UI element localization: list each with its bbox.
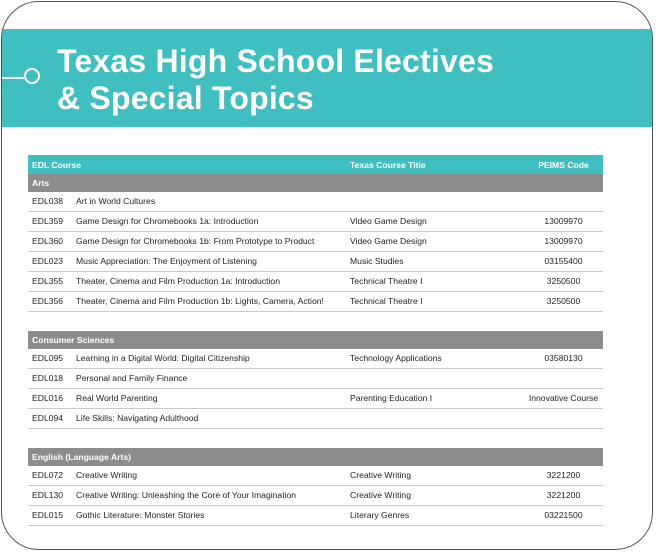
course-name-cell: Learning in a Digital World: Digital Citizenship bbox=[74, 349, 346, 369]
texas-title-cell: Technical Theatre I bbox=[346, 292, 524, 312]
texas-title-cell: Parenting Education I bbox=[346, 389, 524, 409]
courses-table bbox=[28, 155, 603, 526]
section-header-row bbox=[28, 331, 603, 349]
course-name-cell: Life Skills: Navigating Adulthood bbox=[74, 409, 346, 429]
course-name-cell: Art in World Cultures bbox=[74, 192, 346, 212]
course-code-cell: EDL355 bbox=[28, 272, 74, 292]
table-row bbox=[28, 212, 603, 232]
course-name-cell: Theater, Cinema and Film Production 1a: Introduction bbox=[74, 272, 346, 292]
texas-title-cell bbox=[346, 192, 524, 212]
table-row bbox=[28, 272, 603, 292]
section-title: Consumer Sciences bbox=[28, 331, 603, 349]
course-name-cell: Theater, Cinema and Film Production 1b: Lights, Camera, Action! bbox=[74, 292, 346, 312]
peims-code-cell: 03221500 bbox=[524, 506, 603, 526]
header-peims-code: PEIMS Code bbox=[524, 155, 603, 174]
peims-code-cell bbox=[524, 369, 603, 389]
section-header-row bbox=[28, 448, 603, 466]
course-code-cell: EDL023 bbox=[28, 252, 74, 272]
peims-code-cell: 03155400 bbox=[524, 252, 603, 272]
texas-title-cell: Music Studies bbox=[346, 252, 524, 272]
course-code-cell: EDL359 bbox=[28, 212, 74, 232]
table-row bbox=[28, 252, 603, 272]
table-row bbox=[28, 409, 603, 429]
table-body bbox=[28, 174, 603, 526]
course-code-cell: EDL094 bbox=[28, 409, 74, 429]
peims-code-cell bbox=[524, 409, 603, 429]
page-title bbox=[57, 43, 494, 117]
table-row bbox=[28, 486, 603, 506]
table-row bbox=[28, 466, 603, 486]
texas-title-cell bbox=[346, 369, 524, 389]
course-name-cell: Gothic Literature: Monster Stories bbox=[74, 506, 346, 526]
section-title: English (Language Arts) bbox=[28, 448, 603, 466]
course-name-cell: Creative Writing bbox=[74, 466, 346, 486]
course-name-cell: Real World Parenting bbox=[74, 389, 346, 409]
spacer-cell bbox=[28, 429, 603, 449]
texas-title-cell: Technical Theatre I bbox=[346, 272, 524, 292]
texas-title-cell: Creative Writing bbox=[346, 466, 524, 486]
table-header-row bbox=[28, 155, 603, 174]
section-header-row bbox=[28, 174, 603, 192]
course-name-cell: Game Design for Chromebooks 1a: Introduction bbox=[74, 212, 346, 232]
title-banner bbox=[2, 29, 652, 127]
course-code-cell: EDL095 bbox=[28, 349, 74, 369]
course-code-cell: EDL356 bbox=[28, 292, 74, 312]
course-code-cell: EDL038 bbox=[28, 192, 74, 212]
course-code-cell: EDL015 bbox=[28, 506, 74, 526]
section-title: Arts bbox=[28, 174, 603, 192]
course-name-cell: Creative Writing: Unleashing the Core of Your Imagination bbox=[74, 486, 346, 506]
peims-code-cell: 13009970 bbox=[524, 232, 603, 252]
peims-code-cell: 3221200 bbox=[524, 466, 603, 486]
table-row bbox=[28, 349, 603, 369]
peims-code-cell: 13009970 bbox=[524, 212, 603, 232]
table-row bbox=[28, 506, 603, 526]
table-row bbox=[28, 369, 603, 389]
texas-title-cell: Video Game Design bbox=[346, 232, 524, 252]
table-row bbox=[28, 292, 603, 312]
course-code-cell: EDL072 bbox=[28, 466, 74, 486]
peims-code-cell bbox=[524, 192, 603, 212]
course-code-cell: EDL360 bbox=[28, 232, 74, 252]
texas-title-cell: Creative Writing bbox=[346, 486, 524, 506]
spacer-cell bbox=[28, 312, 603, 332]
table-row bbox=[28, 389, 603, 409]
peims-code-cell: 03580130 bbox=[524, 349, 603, 369]
course-name-cell: Music Appreciation: The Enjoyment of Listening bbox=[74, 252, 346, 272]
section-spacer bbox=[28, 312, 603, 332]
course-name-cell: Personal and Family Finance bbox=[74, 369, 346, 389]
peims-code-cell: 3221200 bbox=[524, 486, 603, 506]
circle-icon bbox=[24, 68, 40, 84]
header-texas-course-title: Texas Course Title bbox=[346, 155, 524, 174]
texas-title-cell: Literary Genres bbox=[346, 506, 524, 526]
document-card bbox=[1, 1, 653, 550]
course-name-cell: Game Design for Chromebooks 1b: From Prototype to Product bbox=[74, 232, 346, 252]
peims-code-cell: 3250500 bbox=[524, 292, 603, 312]
page-title-line-2: & Special Topics bbox=[57, 80, 314, 116]
peims-code-cell: 3250500 bbox=[524, 272, 603, 292]
page-title-line-1: Texas High School Electives bbox=[57, 43, 494, 79]
course-code-cell: EDL130 bbox=[28, 486, 74, 506]
banner-line-decoration bbox=[2, 77, 24, 79]
course-code-cell: EDL016 bbox=[28, 389, 74, 409]
header-edl-course: EDL Course bbox=[28, 155, 346, 174]
texas-title-cell: Technology Applications bbox=[346, 349, 524, 369]
texas-title-cell bbox=[346, 409, 524, 429]
table-row bbox=[28, 232, 603, 252]
course-code-cell: EDL018 bbox=[28, 369, 74, 389]
section-spacer bbox=[28, 429, 603, 449]
texas-title-cell: Video Game Design bbox=[346, 212, 524, 232]
peims-code-cell: Innovative Course bbox=[524, 389, 603, 409]
table-row bbox=[28, 192, 603, 212]
